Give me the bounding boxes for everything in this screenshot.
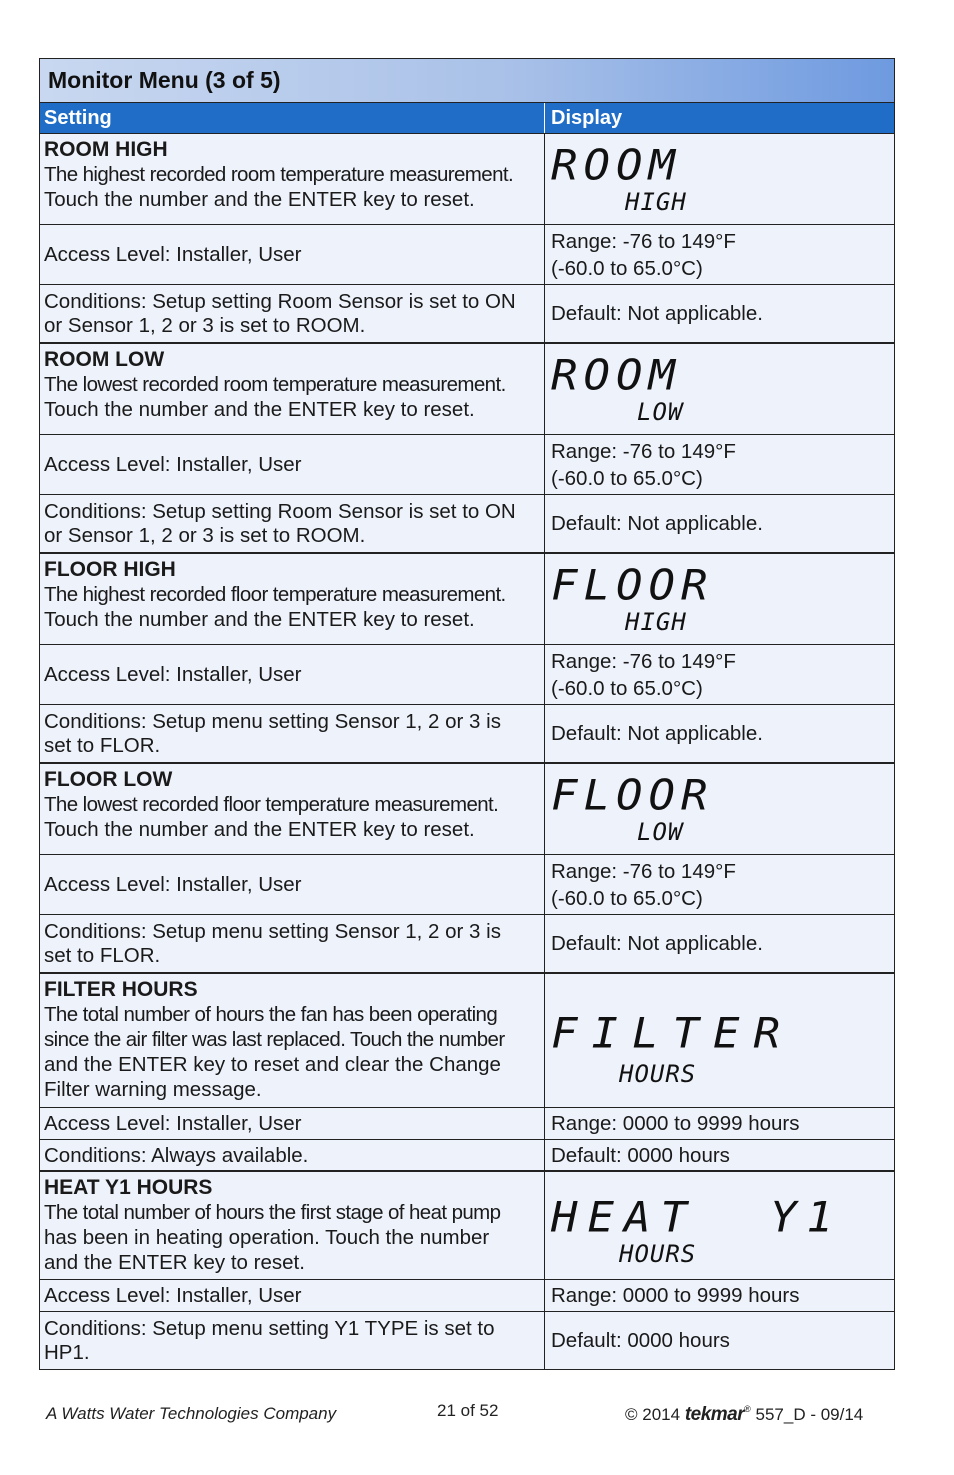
lcd-main-text: HEAT Y1: [551, 1193, 843, 1242]
conditions-text: set to FLOR.: [44, 943, 161, 967]
range-text: Range: -76 to 149°F: [551, 229, 736, 253]
default-text: Default: 0000 hours: [551, 1143, 730, 1167]
lcd-main-text: ROOM: [551, 141, 681, 190]
conditions-text: Conditions: Always available.: [40, 1140, 545, 1170]
conditions-text: Conditions: Setup menu setting Y1 TYPE is set to: [44, 1316, 495, 1340]
lcd-display: [545, 554, 894, 644]
access-level: Access Level: Installer, User: [40, 225, 545, 284]
range-text: (-60.0 to 65.0°C): [551, 256, 703, 280]
default-text: Default: Not applicable.: [551, 512, 763, 535]
range-text: Range: -76 to 149°F: [551, 649, 736, 673]
setting-description: Touch the number and the ENTER key to reset.: [44, 188, 475, 211]
setting-header: Setting: [40, 103, 545, 133]
range-text: Range: -76 to 149°F: [551, 439, 736, 463]
lcd-sub-text: HOURS: [619, 1060, 697, 1088]
conditions-text: Conditions: Setup menu setting Sensor 1, 2 or 3 is: [44, 919, 501, 943]
range-text: (-60.0 to 65.0°C): [551, 466, 703, 490]
setting-description: The highest recorded room temperature measurement.: [44, 163, 514, 186]
registered-mark: ®: [744, 1404, 751, 1414]
monitor-menu-table: [39, 58, 895, 1370]
setting-name: HEAT Y1 HOURS: [44, 1176, 213, 1199]
setting-description: Touch the number and the ENTER key to reset.: [44, 818, 475, 841]
access-level: Access Level: Installer, User: [40, 435, 545, 494]
setting-name: FLOOR LOW: [44, 768, 173, 791]
setting-description: and the ENTER key to reset.: [44, 1251, 305, 1274]
lcd-display: [545, 974, 894, 1107]
setting-floor-high: [40, 554, 894, 764]
lcd-display: [545, 1172, 894, 1279]
range-text: Range: -76 to 149°F: [551, 859, 736, 883]
default-text: Default: Not applicable.: [551, 302, 763, 325]
setting-description: Touch the number and the ENTER key to reset.: [44, 398, 475, 421]
setting-name: ROOM LOW: [44, 348, 165, 371]
copyright-block: [625, 1404, 863, 1426]
default-text: Default: Not applicable.: [551, 722, 763, 745]
lcd-sub-text: HIGH: [625, 608, 687, 636]
setting-description: The highest recorded floor temperature measurement.: [44, 583, 506, 606]
column-headers: [40, 103, 894, 134]
display-header: Display: [551, 106, 623, 129]
setting-description: The lowest recorded floor temperature measurement.: [44, 793, 499, 816]
default-text: Default: 0000 hours: [551, 1329, 730, 1352]
setting-description: Filter warning message.: [44, 1078, 262, 1101]
setting-floor-low: [40, 764, 894, 974]
setting-heat-y1-hours: [40, 1172, 894, 1369]
range-text: Range: 0000 to 9999 hours: [551, 1112, 800, 1135]
setting-description: The total number of hours the first stage of heat pump: [44, 1201, 501, 1224]
conditions-text: Conditions: Setup menu setting Sensor 1, 2 or 3 is: [44, 709, 501, 733]
access-level: Access Level: Installer, User: [40, 1108, 545, 1139]
setting-name: FLOOR HIGH: [44, 558, 176, 581]
range-text: (-60.0 to 65.0°C): [551, 886, 703, 910]
setting-name: FILTER HOURS: [44, 978, 198, 1001]
page-number: 21 of 52: [437, 1401, 499, 1420]
company-name: A Watts Water Technologies Company: [46, 1404, 337, 1423]
setting-name: ROOM HIGH: [44, 138, 168, 161]
setting-description: The total number of hours the fan has been operating: [44, 1003, 498, 1026]
conditions-text: set to FLOR.: [44, 733, 161, 757]
conditions-text: or Sensor 1, 2 or 3 is set to ROOM.: [44, 313, 366, 337]
lcd-main-text: ROOM: [551, 351, 681, 400]
lcd-sub-text: LOW: [637, 398, 684, 426]
tekmar-logo: tekmar: [684, 1404, 745, 1425]
lcd-main-text: FLOOR: [551, 771, 714, 820]
setting-description: Touch the number and the ENTER key to reset.: [44, 608, 475, 631]
setting-description: and the ENTER key to reset and clear the Change: [44, 1053, 501, 1076]
setting-filter-hours: [40, 974, 894, 1172]
setting-room-high: [40, 134, 894, 344]
lcd-sub-text: LOW: [637, 818, 684, 846]
lcd-sub-text: HIGH: [625, 188, 687, 216]
access-level: Access Level: Installer, User: [40, 855, 545, 914]
conditions-text: or Sensor 1, 2 or 3 is set to ROOM.: [44, 523, 366, 547]
lcd-display: [545, 134, 894, 224]
conditions-text: Conditions: Setup setting Room Sensor is set to ON: [44, 499, 516, 523]
copyright-text: © 2014: [625, 1405, 681, 1424]
access-level: Access Level: Installer, User: [40, 645, 545, 704]
setting-description: The lowest recorded room temperature measurement.: [44, 373, 506, 396]
lcd-main-text: FLOOR: [551, 561, 714, 610]
access-level: Access Level: Installer, User: [40, 1280, 545, 1311]
range-text: Range: 0000 to 9999 hours: [551, 1284, 800, 1307]
lcd-sub-text: HOURS: [619, 1240, 697, 1268]
document-code: 557_D - 09/14: [755, 1405, 864, 1424]
setting-room-low: [40, 344, 894, 554]
range-text: (-60.0 to 65.0°C): [551, 676, 703, 700]
setting-description: has been in heating operation. Touch the number: [44, 1226, 490, 1249]
lcd-main-text: FILTER: [551, 1009, 794, 1058]
default-text: Default: Not applicable.: [551, 932, 763, 955]
setting-description: since the air filter was last replaced. Touch the number: [44, 1028, 505, 1051]
conditions-text: Conditions: Setup setting Room Sensor is set to ON: [44, 289, 516, 313]
table-title: Monitor Menu (3 of 5): [40, 59, 894, 103]
lcd-display: [545, 764, 894, 854]
lcd-display: [545, 344, 894, 434]
conditions-text: HP1.: [44, 1340, 90, 1364]
